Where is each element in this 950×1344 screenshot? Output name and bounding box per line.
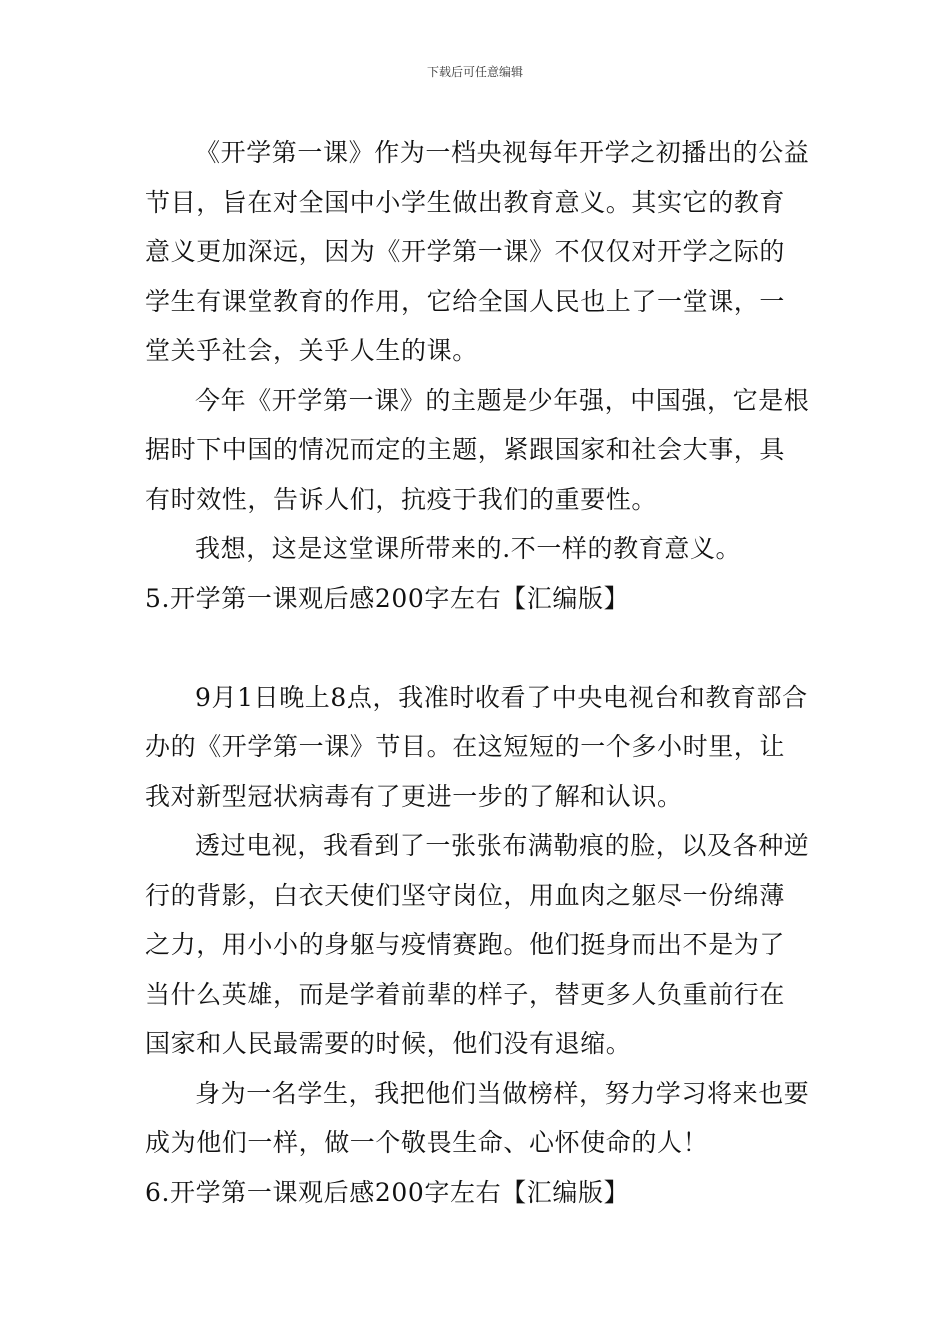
paragraph: 9月1日晚上8点，我准时收看了中央电视台和教育部合办的《开学第一课》节目。在这短短的一个多小时里，让我对新型冠状病毒有了更进一步的了解和认识。 xyxy=(145,682,808,811)
paragraph: 我想，这是这堂课所带来的.不一样的教育意义。 xyxy=(195,534,742,563)
paragraph: 身为一名学生，我把他们当做榜样，努力学习将来也要成为他们一样，做一个敬畏生命、心怀使命的人！ xyxy=(145,1078,810,1157)
document-body xyxy=(145,128,810,1217)
paragraph: 透过电视，我看到了一张张布满勒痕的脸，以及各种逆行的背影，白衣天使们坚守岗位，用血肉之躯尽一份绵薄之力，用小小的身躯与疫情赛跑。他们挺身而出不是为了当什么英雄，而是学着前辈的样子，替更多人负重前行在国家和人民最需要的时候，他们没有退缩。 xyxy=(145,831,810,1058)
header-note: 下载后可任意编辑 xyxy=(426,65,523,79)
section-heading-6: 6.开学第一课观后感200字左右【汇编版】 xyxy=(145,1177,630,1207)
section-heading-5: 5.开学第一课观后感200字左右【汇编版】 xyxy=(145,583,630,613)
blank-line xyxy=(145,623,810,673)
paragraph: 《开学第一课》作为一档央视每年开学之初播出的公益节目，旨在对全国中小学生做出教育意义。其实它的教育意义更加深远，因为《开学第一课》不仅仅对开学之际的学生有课堂教育的作用，它给全国人民也上了一堂课，一堂关乎社会，关乎人生的课。 xyxy=(145,138,810,365)
paragraph: 今年《开学第一课》的主题是少年强，中国强，它是根据时下中国的情况而定的主题，紧跟国家和社会大事，具有时效性，告诉人们，抗疫于我们的重要性。 xyxy=(145,385,810,514)
